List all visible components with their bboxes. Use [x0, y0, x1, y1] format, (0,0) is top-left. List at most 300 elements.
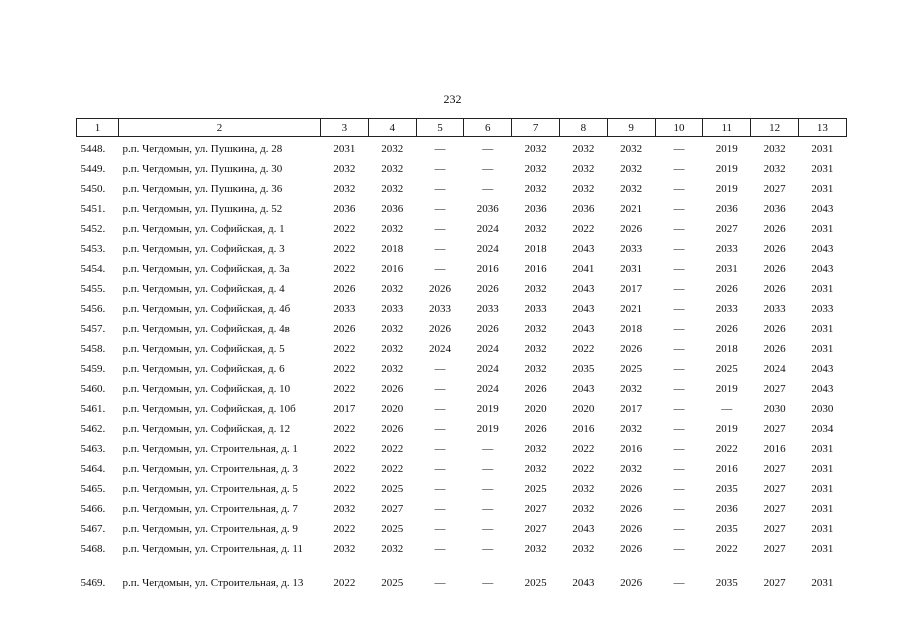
year-cell: — — [673, 243, 685, 255]
year-cell: 2031 — [811, 163, 834, 175]
year-cell: — — [673, 463, 685, 475]
year-cell: 2032 — [333, 183, 356, 195]
year-cell: 2041 — [572, 263, 595, 275]
year-cell: 2027 — [763, 463, 786, 475]
year-cell: 2031 — [333, 143, 356, 155]
address-cell: р.п. Чегдомын, ул. Строительная, д. 13 — [122, 577, 304, 589]
table-row — [77, 279, 847, 299]
year-cell: 2016 — [620, 443, 643, 455]
year-cell: 2026 — [620, 543, 643, 555]
year-cell: 2022 — [715, 543, 738, 555]
row-number-cell: 5451. — [80, 203, 106, 215]
row-number-cell: 5466. — [80, 503, 106, 515]
year-cell: 2018 — [381, 243, 404, 255]
year-cell: 2016 — [524, 263, 547, 275]
year-cell: 2022 — [572, 443, 595, 455]
year-cell: 2036 — [524, 203, 547, 215]
year-cell: 2020 — [572, 403, 595, 415]
year-cell: — — [482, 443, 494, 455]
year-cell: 2032 — [572, 143, 595, 155]
column-header: 3 — [321, 119, 369, 137]
year-cell: — — [673, 323, 685, 335]
year-cell: 2043 — [572, 323, 595, 335]
year-cell: 2026 — [620, 223, 643, 235]
year-cell: 2032 — [620, 423, 643, 435]
year-cell: 2036 — [763, 203, 786, 215]
year-cell: 2035 — [715, 523, 738, 535]
year-cell: 2022 — [572, 343, 595, 355]
year-cell: — — [673, 383, 685, 395]
address-cell: р.п. Чегдомын, ул. Софийская, д. 10 — [122, 383, 291, 395]
year-cell: 2022 — [572, 223, 595, 235]
year-cell: — — [482, 577, 494, 589]
year-cell: — — [673, 223, 685, 235]
year-cell: 2032 — [572, 543, 595, 555]
address-cell: р.п. Чегдомын, ул. Строительная, д. 1 — [122, 443, 298, 455]
row-number-cell: 5449. — [80, 163, 106, 175]
column-header: 7 — [512, 119, 560, 137]
table-row — [77, 539, 847, 559]
year-cell: 2032 — [381, 323, 404, 335]
year-cell: — — [434, 183, 446, 195]
column-header: 9 — [607, 119, 655, 137]
year-cell: 2036 — [333, 203, 356, 215]
year-cell: 2026 — [620, 523, 643, 535]
row-number-cell: 5450. — [80, 183, 106, 195]
year-cell: 2036 — [381, 203, 404, 215]
year-cell: 2043 — [811, 243, 834, 255]
year-cell: 2032 — [620, 183, 643, 195]
address-cell: р.п. Чегдомын, ул. Софийская, д. 1 — [122, 223, 285, 235]
year-cell: 2022 — [333, 523, 356, 535]
address-cell: р.п. Чегдомын, ул. Софийская, д. 12 — [122, 423, 291, 435]
year-cell: — — [434, 143, 446, 155]
table-row — [77, 419, 847, 439]
column-header: 5 — [416, 119, 464, 137]
year-cell: 2026 — [524, 423, 547, 435]
year-cell: 2016 — [381, 263, 404, 275]
year-cell: — — [434, 363, 446, 375]
row-spacer — [77, 559, 847, 573]
column-header: 10 — [655, 119, 703, 137]
year-cell: — — [434, 503, 446, 515]
table-row — [77, 199, 847, 219]
row-number-cell: 5465. — [80, 483, 106, 495]
row-number-cell: 5467. — [80, 523, 106, 535]
year-cell: — — [673, 363, 685, 375]
year-cell: — — [482, 523, 494, 535]
year-cell: 2020 — [524, 403, 547, 415]
year-cell: 2043 — [811, 383, 834, 395]
year-cell: 2032 — [572, 163, 595, 175]
year-cell: 2032 — [381, 143, 404, 155]
year-cell: 2032 — [333, 503, 356, 515]
year-cell: 2033 — [715, 303, 738, 315]
year-cell: 2031 — [811, 323, 834, 335]
year-cell: 2032 — [524, 543, 547, 555]
year-cell: 2024 — [476, 343, 499, 355]
year-cell: 2031 — [620, 263, 643, 275]
year-cell: 2027 — [763, 577, 786, 589]
year-cell: 2036 — [715, 503, 738, 515]
year-cell: — — [434, 203, 446, 215]
table-row — [77, 179, 847, 199]
column-header: 11 — [703, 119, 751, 137]
year-cell: 2019 — [715, 163, 738, 175]
year-cell: 2031 — [811, 543, 834, 555]
year-cell: 2032 — [381, 183, 404, 195]
year-cell: 2016 — [763, 443, 786, 455]
year-cell: — — [673, 483, 685, 495]
year-cell: 2022 — [333, 383, 356, 395]
address-cell: р.п. Чегдомын, ул. Строительная, д. 7 — [122, 503, 298, 515]
year-cell: 2026 — [620, 577, 643, 589]
year-cell: — — [673, 283, 685, 295]
year-cell: 2043 — [572, 243, 595, 255]
year-cell: 2026 — [763, 323, 786, 335]
year-cell: 2025 — [381, 483, 404, 495]
year-cell: 2032 — [524, 163, 547, 175]
year-cell: 2043 — [811, 263, 834, 275]
year-cell: — — [434, 523, 446, 535]
table-header-row — [77, 119, 847, 137]
year-cell: 2031 — [811, 343, 834, 355]
column-header: 1 — [77, 119, 119, 137]
table-row — [77, 259, 847, 279]
address-cell: р.п. Чегдомын, ул. Пушкина, д. 28 — [122, 143, 283, 155]
data-table — [76, 118, 847, 593]
year-cell: 2032 — [524, 463, 547, 475]
year-cell: 2032 — [572, 503, 595, 515]
row-number-cell: 5469. — [80, 577, 106, 589]
year-cell: — — [673, 543, 685, 555]
spacer-cell — [77, 559, 847, 573]
year-cell: 2022 — [333, 443, 356, 455]
year-cell: 2016 — [572, 423, 595, 435]
year-cell: 2031 — [811, 223, 834, 235]
year-cell: 2035 — [715, 577, 738, 589]
year-cell: 2032 — [524, 443, 547, 455]
year-cell: 2035 — [715, 483, 738, 495]
year-cell: 2026 — [715, 323, 738, 335]
column-header: 6 — [464, 119, 512, 137]
column-header: 4 — [368, 119, 416, 137]
address-cell: р.п. Чегдомын, ул. Строительная, д. 3 — [122, 463, 298, 475]
year-cell: 2032 — [763, 163, 786, 175]
year-cell: 2026 — [381, 423, 404, 435]
year-cell: 2022 — [333, 463, 356, 475]
year-cell: 2017 — [620, 283, 643, 295]
year-cell: 2032 — [572, 483, 595, 495]
year-cell: 2036 — [715, 203, 738, 215]
column-header: 8 — [559, 119, 607, 137]
row-number-cell: 5468. — [80, 543, 106, 555]
year-cell: 2033 — [524, 303, 547, 315]
year-cell: — — [434, 263, 446, 275]
year-cell: 2027 — [763, 543, 786, 555]
year-cell: 2033 — [811, 303, 834, 315]
year-cell: 2027 — [763, 503, 786, 515]
year-cell: 2031 — [811, 143, 834, 155]
year-cell: 2032 — [381, 363, 404, 375]
year-cell: 2032 — [381, 223, 404, 235]
year-cell: 2043 — [572, 303, 595, 315]
year-cell: 2027 — [381, 503, 404, 515]
address-cell: р.п. Чегдомын, ул. Пушкина, д. 36 — [122, 183, 283, 195]
year-cell: 2027 — [763, 183, 786, 195]
year-cell: 2043 — [811, 203, 834, 215]
year-cell: 2030 — [811, 403, 834, 415]
year-cell: 2032 — [524, 343, 547, 355]
year-cell: 2032 — [381, 543, 404, 555]
table-row — [77, 359, 847, 379]
year-cell: 2030 — [763, 403, 786, 415]
year-cell: 2026 — [620, 503, 643, 515]
year-cell: 2032 — [524, 363, 547, 375]
year-cell: 2022 — [333, 423, 356, 435]
year-cell: 2031 — [811, 283, 834, 295]
year-cell: 2017 — [620, 403, 643, 415]
row-number-cell: 5456. — [80, 303, 106, 315]
year-cell: 2033 — [381, 303, 404, 315]
year-cell: 2021 — [620, 303, 643, 315]
address-cell: р.п. Чегдомын, ул. Строительная, д. 5 — [122, 483, 298, 495]
year-cell: — — [434, 223, 446, 235]
row-number-cell: 5464. — [80, 463, 106, 475]
year-cell: — — [482, 483, 494, 495]
table-row — [77, 159, 847, 179]
address-cell: р.п. Чегдомын, ул. Софийская, д. 4в — [122, 323, 290, 335]
year-cell: 2031 — [811, 577, 834, 589]
year-cell: 2022 — [333, 577, 356, 589]
year-cell: 2019 — [476, 403, 499, 415]
year-cell: 2024 — [476, 223, 499, 235]
year-cell: — — [434, 577, 446, 589]
year-cell: 2027 — [715, 223, 738, 235]
year-cell: — — [482, 183, 494, 195]
year-cell: 2025 — [715, 363, 738, 375]
year-cell: 2026 — [763, 263, 786, 275]
year-cell: 2043 — [572, 523, 595, 535]
year-cell: 2032 — [333, 543, 356, 555]
table-row — [77, 439, 847, 459]
table-row — [77, 499, 847, 519]
row-number-cell: 5462. — [80, 423, 106, 435]
year-cell: — — [673, 203, 685, 215]
year-cell: 2022 — [333, 263, 356, 275]
address-cell: р.п. Чегдомын, ул. Софийская, д. 10б — [122, 403, 296, 415]
year-cell: 2031 — [811, 483, 834, 495]
year-cell: — — [434, 543, 446, 555]
row-number-cell: 5463. — [80, 443, 106, 455]
address-cell: р.п. Чегдомын, ул. Строительная, д. 11 — [122, 543, 303, 555]
table-row — [77, 573, 847, 593]
year-cell: 2032 — [524, 223, 547, 235]
year-cell: 2032 — [572, 183, 595, 195]
year-cell: 2025 — [524, 483, 547, 495]
year-cell: 2018 — [620, 323, 643, 335]
year-cell: 2019 — [715, 423, 738, 435]
year-cell: 2032 — [381, 283, 404, 295]
table-row — [77, 137, 847, 160]
row-number-cell: 5452. — [80, 223, 106, 235]
year-cell: — — [673, 183, 685, 195]
year-cell: 2022 — [333, 343, 356, 355]
year-cell: 2025 — [620, 363, 643, 375]
year-cell: 2027 — [763, 383, 786, 395]
year-cell: 2031 — [811, 523, 834, 535]
row-number-cell: 5453. — [80, 243, 106, 255]
year-cell: 2032 — [524, 183, 547, 195]
year-cell: — — [673, 443, 685, 455]
year-cell: 2026 — [476, 323, 499, 335]
year-cell: 2016 — [715, 463, 738, 475]
year-cell: 2019 — [715, 143, 738, 155]
year-cell: 2043 — [572, 283, 595, 295]
year-cell: 2032 — [333, 163, 356, 175]
table-row — [77, 479, 847, 499]
year-cell: 2027 — [524, 523, 547, 535]
year-cell: 2043 — [811, 363, 834, 375]
year-cell: 2031 — [715, 263, 738, 275]
year-cell: — — [482, 463, 494, 475]
year-cell: 2033 — [333, 303, 356, 315]
year-cell: 2018 — [524, 243, 547, 255]
year-cell: — — [482, 163, 494, 175]
year-cell: 2022 — [333, 223, 356, 235]
year-cell: 2026 — [476, 283, 499, 295]
year-cell: 2026 — [620, 343, 643, 355]
row-number-cell: 5455. — [80, 283, 106, 295]
year-cell: 2026 — [428, 283, 451, 295]
year-cell: 2024 — [476, 383, 499, 395]
year-cell: 2033 — [428, 303, 451, 315]
year-cell: — — [482, 503, 494, 515]
year-cell: — — [434, 443, 446, 455]
year-cell: — — [673, 163, 685, 175]
year-cell: 2025 — [381, 523, 404, 535]
column-header: 2 — [119, 119, 321, 137]
table-row — [77, 319, 847, 339]
year-cell: 2036 — [572, 203, 595, 215]
year-cell: 2019 — [715, 183, 738, 195]
table-body — [77, 137, 847, 594]
table-row — [77, 519, 847, 539]
year-cell: 2032 — [763, 143, 786, 155]
table-row — [77, 399, 847, 419]
year-cell: 2018 — [715, 343, 738, 355]
year-cell: 2035 — [572, 363, 595, 375]
year-cell: 2026 — [715, 283, 738, 295]
table-row — [77, 239, 847, 259]
year-cell: 2025 — [524, 577, 547, 589]
address-cell: р.п. Чегдомын, ул. Строительная, д. 9 — [122, 523, 298, 535]
address-cell: р.п. Чегдомын, ул. Софийская, д. 3 — [122, 243, 285, 255]
row-number-cell: 5457. — [80, 323, 106, 335]
table-row — [77, 299, 847, 319]
year-cell: 2022 — [333, 243, 356, 255]
year-cell: — — [673, 403, 685, 415]
address-cell: р.п. Чегдомын, ул. Софийская, д. 4б — [122, 303, 291, 315]
year-cell: — — [673, 143, 685, 155]
year-cell: — — [673, 263, 685, 275]
year-cell: 2033 — [763, 303, 786, 315]
year-cell: 2031 — [811, 443, 834, 455]
year-cell: 2020 — [381, 403, 404, 415]
year-cell: — — [673, 577, 685, 589]
year-cell: 2026 — [381, 383, 404, 395]
year-cell: — — [673, 343, 685, 355]
year-cell: 2016 — [476, 263, 499, 275]
year-cell: 2033 — [620, 243, 643, 255]
row-number-cell: 5458. — [80, 343, 106, 355]
year-cell: 2024 — [476, 243, 499, 255]
year-cell: 2022 — [381, 463, 404, 475]
year-cell: — — [673, 423, 685, 435]
year-cell: 2021 — [620, 203, 643, 215]
year-cell: 2025 — [381, 577, 404, 589]
year-cell: 2026 — [763, 343, 786, 355]
year-cell: 2027 — [524, 503, 547, 515]
row-number-cell: 5454. — [80, 263, 106, 275]
year-cell: 2032 — [524, 143, 547, 155]
year-cell: 2017 — [333, 403, 356, 415]
year-cell: 2031 — [811, 463, 834, 475]
year-cell: 2026 — [620, 483, 643, 495]
year-cell: 2026 — [763, 283, 786, 295]
year-cell: 2032 — [620, 463, 643, 475]
year-cell: 2026 — [428, 323, 451, 335]
year-cell: 2022 — [381, 443, 404, 455]
year-cell: 2036 — [476, 203, 499, 215]
address-cell: р.п. Чегдомын, ул. Пушкина, д. 30 — [122, 163, 283, 175]
address-cell: р.п. Чегдомын, ул. Пушкина, д. 52 — [122, 203, 283, 215]
column-header: 13 — [798, 119, 846, 137]
address-cell: р.п. Чегдомын, ул. Софийская, д. 4 — [122, 283, 285, 295]
year-cell: 2032 — [620, 383, 643, 395]
row-number-cell: 5448. — [80, 143, 106, 155]
row-number-cell: 5459. — [80, 363, 106, 375]
address-cell: р.п. Чегдомын, ул. Софийская, д. 5 — [122, 343, 285, 355]
year-cell: 2019 — [476, 423, 499, 435]
year-cell: — — [673, 303, 685, 315]
year-cell: 2022 — [715, 443, 738, 455]
year-cell: 2034 — [811, 423, 834, 435]
table-row — [77, 339, 847, 359]
year-cell: — — [434, 463, 446, 475]
year-cell: 2027 — [763, 483, 786, 495]
year-cell: 2024 — [428, 343, 451, 355]
year-cell: — — [434, 243, 446, 255]
table-row — [77, 219, 847, 239]
address-cell: р.п. Чегдомын, ул. Софийская, д. 3а — [122, 263, 290, 275]
row-number-cell: 5460. — [80, 383, 106, 395]
year-cell: 2032 — [524, 323, 547, 335]
table-row — [77, 459, 847, 479]
year-cell: — — [482, 143, 494, 155]
year-cell: — — [673, 503, 685, 515]
year-cell: 2032 — [524, 283, 547, 295]
year-cell: — — [434, 423, 446, 435]
year-cell: — — [434, 383, 446, 395]
address-cell: р.п. Чегдомын, ул. Софийская, д. 6 — [122, 363, 285, 375]
year-cell: — — [482, 543, 494, 555]
year-cell: 2043 — [572, 383, 595, 395]
year-cell: 2026 — [524, 383, 547, 395]
year-cell: 2031 — [811, 183, 834, 195]
year-cell: 2033 — [476, 303, 499, 315]
year-cell: 2027 — [763, 523, 786, 535]
